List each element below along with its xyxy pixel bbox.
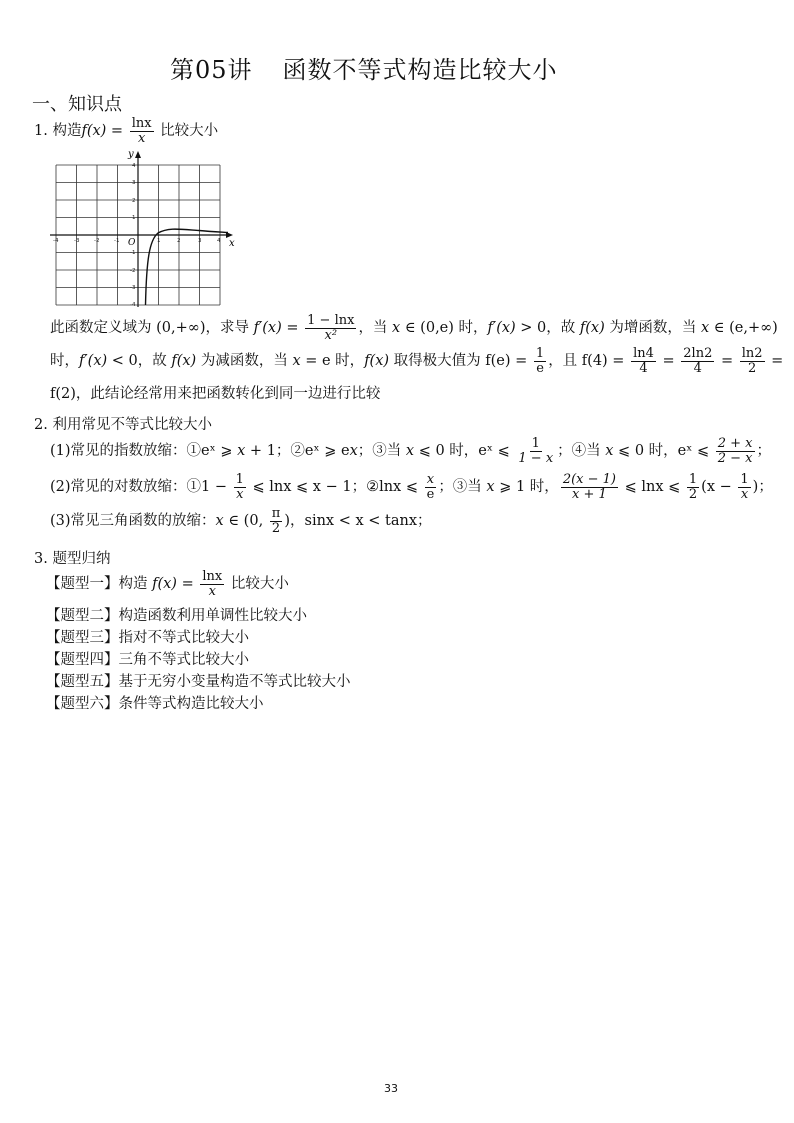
lecture-number: 第05讲 xyxy=(170,56,253,84)
text: (1)常见的指数放缩：①eˣ ⩾ xyxy=(50,443,238,460)
text: 取得极大值为 f(e) = xyxy=(389,353,532,370)
text: = e 时， xyxy=(300,353,365,370)
point-1-tail: 比较大小 xyxy=(155,123,219,140)
fraction xyxy=(716,437,755,465)
page-number: 33 xyxy=(384,1082,398,1095)
y-tick-label: 2 xyxy=(132,198,136,204)
x-tick-label: -1 xyxy=(114,238,120,244)
frac-num: ln2 xyxy=(741,346,763,361)
frac-den: x xyxy=(137,130,146,146)
frac-num: 2ln2 xyxy=(683,346,713,361)
f-symbol: f(x) xyxy=(579,320,605,337)
text: ； xyxy=(756,443,772,460)
page-title xyxy=(170,50,558,85)
fx-symbol: f(x) xyxy=(152,576,177,593)
text: ⩽ 0 时，eˣ ⩽ xyxy=(613,443,714,460)
fraction xyxy=(270,507,283,535)
text: = xyxy=(281,320,304,337)
frac-den: 1 − x xyxy=(518,450,554,466)
text: 为减函数，当 xyxy=(196,353,293,370)
frac-den: e xyxy=(536,360,544,376)
frac-num: x xyxy=(426,472,435,487)
text: 时， xyxy=(50,353,79,370)
x-tick-label: 3 xyxy=(198,238,202,244)
para-1-line-3: f(2)，此结论经常用来把函数转化到同一边进行比较 xyxy=(50,386,381,402)
text: ；③当 xyxy=(438,479,487,496)
fraction xyxy=(681,347,714,375)
var-x: x xyxy=(292,353,301,370)
y-axis-label: y xyxy=(128,149,134,160)
frac-den: x² xyxy=(324,327,338,343)
text: > 0，故 xyxy=(515,320,580,337)
frac-den: x xyxy=(208,583,216,599)
text: ；④当 xyxy=(557,443,606,460)
var-x: x xyxy=(237,443,246,460)
frac-num: 1 xyxy=(740,472,749,487)
text: = xyxy=(766,353,784,370)
frac-num: π xyxy=(271,506,281,521)
f-prime: f′(x) xyxy=(253,320,282,337)
log-scaling-line xyxy=(50,473,773,501)
frac-den: e xyxy=(426,486,435,502)
text: ⩽ 0 时，eˣ ⩽ xyxy=(414,443,515,460)
question-type-6: 【题型六】条件等式构造比较大小 xyxy=(46,696,264,712)
text: ，当 xyxy=(358,320,393,337)
frac-num: 1 − lnx xyxy=(307,313,355,328)
fx-symbol: f(x) xyxy=(81,123,107,140)
f-prime: f′(x) xyxy=(79,353,108,370)
exp-scaling-line xyxy=(50,437,771,465)
text: )； xyxy=(752,479,773,496)
fraction-lnx-over-x xyxy=(200,570,224,598)
para-1-line-1 xyxy=(50,314,778,342)
fraction xyxy=(234,473,246,501)
frac-den: 2 xyxy=(747,360,757,376)
y-tick-label: 1 xyxy=(132,215,136,221)
equals: = xyxy=(176,576,199,593)
lecture-topic: 函数不等式构造比较大小 xyxy=(282,56,558,84)
x-tick-label: -3 xyxy=(74,238,80,244)
frac-den: x xyxy=(740,486,749,502)
section-heading-knowledge: 一、知识点 xyxy=(32,94,122,115)
var-x: x xyxy=(349,443,358,460)
function-graph xyxy=(50,147,240,307)
var-x: x xyxy=(486,479,495,496)
y-tick-label: 4 xyxy=(132,163,136,169)
var-x: x xyxy=(215,513,224,530)
frac-den: 2 xyxy=(271,520,281,536)
trig-scaling-line xyxy=(50,507,432,535)
y-tick-label: -1 xyxy=(130,250,136,256)
text: (3)常见三角函数的放缩： xyxy=(50,513,216,530)
question-type-2: 【题型二】构造函数利用单调性比较大小 xyxy=(46,608,307,624)
frac-den: x xyxy=(236,486,244,502)
y-tick-label: -3 xyxy=(130,285,136,291)
frac-den: 2 − x xyxy=(717,450,753,466)
text: 此函数定义域为 (0,+∞)，求导 xyxy=(50,320,254,337)
text: ∈ (0, xyxy=(223,513,268,530)
fraction xyxy=(534,347,546,375)
frac-num: ln4 xyxy=(633,346,654,361)
point-1-label: 1. 构造 xyxy=(34,123,82,140)
frac-den: 4 xyxy=(693,360,702,376)
text: (2)常见的对数放缩：①1 − xyxy=(50,479,232,496)
question-type-5: 【题型五】基于无穷小变量构造不等式比较大小 xyxy=(46,674,351,690)
x-tick-label: -2 xyxy=(94,238,100,244)
frac-num: 2 + x xyxy=(717,436,753,451)
point-3-heading: 3. 题型归纳 xyxy=(34,551,111,567)
y-axis-arrow xyxy=(135,151,141,158)
text: ⩽ lnx ⩽ x − 1；②lnx ⩽ xyxy=(247,479,423,496)
fraction xyxy=(631,347,656,375)
f-prime: f′(x) xyxy=(487,320,516,337)
var-x: x xyxy=(392,320,401,337)
text: ，且 f(4) = xyxy=(548,353,630,370)
fraction-lnx-over-x xyxy=(130,117,154,145)
f-symbol: f(x) xyxy=(171,353,197,370)
text: )，sinx < x < tanx； xyxy=(284,513,432,530)
fraction xyxy=(687,473,699,501)
x-tick-label: 2 xyxy=(177,238,181,244)
x-tick-label: -4 xyxy=(53,238,59,244)
frac-den: 4 xyxy=(639,360,648,376)
x-tick-label: 1 xyxy=(157,238,161,244)
text: < 0，故 xyxy=(107,353,172,370)
fraction xyxy=(516,437,555,465)
y-tick-label: 3 xyxy=(132,180,136,186)
origin-label: O xyxy=(128,238,136,248)
frac-num: 1 xyxy=(688,472,698,487)
question-type-3: 【题型三】指对不等式比较大小 xyxy=(46,630,249,646)
text: ⩾ 1 时， xyxy=(494,479,559,496)
text: ∈ (e,+∞) xyxy=(709,320,778,337)
fraction xyxy=(561,473,618,501)
point-2-heading: 2. 利用常见不等式比较大小 xyxy=(34,417,212,433)
fraction xyxy=(738,473,750,501)
fraction xyxy=(740,347,765,375)
frac-num: 2(x − 1) xyxy=(562,472,616,487)
frac-num: lnx xyxy=(131,116,152,131)
text: (x − xyxy=(701,479,737,496)
x-tick-label: 4 xyxy=(217,238,221,244)
text: ⩽ lnx ⩽ xyxy=(620,479,685,496)
frac-num: 1 xyxy=(235,472,244,487)
f-symbol: f(x) xyxy=(364,353,390,370)
y-tick-label: -2 xyxy=(130,268,136,274)
text: ∈ (0,e) 时， xyxy=(400,320,488,337)
x-axis-label: x xyxy=(229,238,235,249)
text: ；③当 xyxy=(357,443,406,460)
frac-num: lnx xyxy=(202,569,223,584)
frac-den: x + 1 xyxy=(572,486,607,502)
y-tick-label: -4 xyxy=(130,302,136,307)
var-x: x xyxy=(405,443,415,460)
frac-num: 1 xyxy=(531,436,540,451)
question-type-1 xyxy=(46,570,289,598)
text: = xyxy=(657,353,680,370)
question-type-4: 【题型四】三角不等式比较大小 xyxy=(46,652,249,668)
point-1-heading xyxy=(34,117,218,145)
para-1-line-2 xyxy=(50,347,783,375)
equals: = xyxy=(106,123,128,140)
frac-den: 2 xyxy=(688,486,698,502)
var-x: x xyxy=(605,443,614,460)
var-x: x xyxy=(700,320,710,337)
fraction xyxy=(425,473,437,501)
text: 【题型一】构造 xyxy=(46,576,153,593)
text: + 1；②eˣ ⩾ e xyxy=(245,443,350,460)
fraction-derivative xyxy=(305,314,356,342)
text: = xyxy=(716,353,738,370)
text: 为增函数，当 xyxy=(604,320,701,337)
frac-num: 1 xyxy=(535,346,545,361)
text: 比较大小 xyxy=(226,576,289,593)
